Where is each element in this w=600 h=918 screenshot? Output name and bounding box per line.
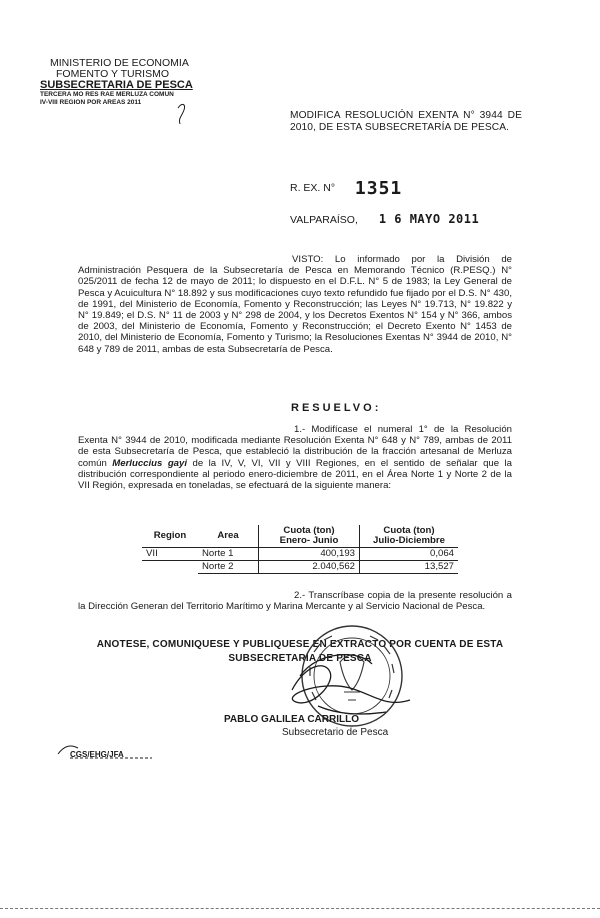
article-2-paragraph: 2.- Transcríbase copia de la presente resolución a la Dirección Generan del Territorio Marítimo y Marina Mercante y al Servicio Nacional de Pesca. (78, 590, 512, 613)
header-area: Area (198, 525, 259, 548)
article-1-text-after: de la IV, V, VI, VII y VIII Regiones, en el sentido de señalar que la distribución correspondiente al periodo enero-diciembre de 2011, en el Área Norte 1 y Norte 2 de la VII Región, expresada en toneladas, se efectuará de la siguiente manera: (78, 457, 512, 492)
closing-line-1: ANOTESE, COMUNIQUESE Y PUBLIQUESE EN EXTRACTO POR CUENTA DE ESTA (96, 639, 504, 650)
closing-line-2: SUBSECRETARIA DE PESCA (228, 653, 372, 664)
header-cuota-julio-diciembre: Cuota (ton) Julio-Diciembre (360, 525, 459, 548)
header-line-subsecretaria: SUBSECRETARIA DE PESCA (40, 79, 193, 91)
header-line-ministry: MINISTERIO DE ECONOMIA (50, 57, 189, 69)
cell-cuota-enero-junio: 400,193 (259, 548, 360, 561)
species-name: Merluccius gayi (112, 457, 188, 469)
cell-cuota-enero-junio: 2.040,562 (259, 561, 360, 574)
page-bottom-border (0, 908, 600, 909)
resolution-date: 1 6 MAYO 2011 (378, 212, 480, 226)
visto-paragraph: VISTO: Lo informado por la División de Administración Pesquera de la Subsecretaría de Pesca en Memorando Técnico (R.PESQ.) N° 025/2011 de fecha 12 de mayo de 2011; lo dispuesto en el D.F.L. N° 5 de 1983; la Ley General de Pesca y Acuicultura N° 18.892 y sus modificaciones cuyo texto refundido fue fijado por el D.S. N° 430, de 1991, del Ministerio de Economía, Fomento y Reconstrucción; las Leyes N° 19.713, N° 19.822 y N° 19.849; el D.S. N° 11 de 2003 y N° 298 de 2004, y los Decretos Exentos N° 154 y N° 366, ambos de 2003, del Ministerio de Economía, Fomento y Reconstrucción; el Decreto Exento N° 1453 de 2010, del Ministerio de Economía, Fomento y Turismo; la Resoluciones Exentas N° 3944 de 2010, N° 648 y 789 de 2011, ambas de esta Subsecretaría de Pesca. (78, 254, 512, 355)
article-1-text-before: 1.- Modifícase el numeral 1° de la Resolución Exenta N° 3944 de 2010, modificada mediante Resolución Exenta N° 648 y N° 789, ambas de 2011 de esta Subsecretaría de Pesca, que estableció la distribución de la fracción artesanal de Merluza común (78, 424, 512, 469)
header-handwritten-mark (178, 104, 185, 124)
document-title: MODIFICA RESOLUCIÓN EXENTA N° 3944 DE 2010, DE ESTA SUBSECRETARÍA DE PESCA. (290, 110, 522, 133)
signatory-name: PABLO GALILEA CARRILLO (224, 714, 359, 725)
cell-area: Norte 2 (198, 561, 259, 574)
place-city: VALPARAÍSO, (290, 214, 358, 226)
resolution-number: 1351 (354, 178, 403, 199)
resuelvo-heading: RESUELVO: (291, 402, 382, 414)
drafter-initials: CGS/EHG/JFA (70, 750, 124, 759)
header-line-reference: TERCERA MO RES RAE MERLUZA COMUN (40, 91, 174, 98)
header-region: Region (142, 525, 198, 548)
cell-region: VII (142, 548, 198, 561)
header-line-region: IV-VIII REGION POR AREAS 2011 (40, 99, 142, 106)
signatory-role: Subsecretario de Pesca (282, 727, 389, 738)
header-cuota-enero-junio: Cuota (ton) Enero- Junio (259, 525, 360, 548)
cell-area: Norte 1 (198, 548, 259, 561)
header-line-fomento: FOMENTO Y TURISMO (56, 68, 169, 80)
resolution-label: R. EX. N° (290, 182, 336, 194)
cell-cuota-julio-diciembre: 0,064 (360, 548, 459, 561)
cell-cuota-julio-diciembre: 13,527 (360, 561, 459, 574)
official-seal-stamp (302, 626, 402, 726)
